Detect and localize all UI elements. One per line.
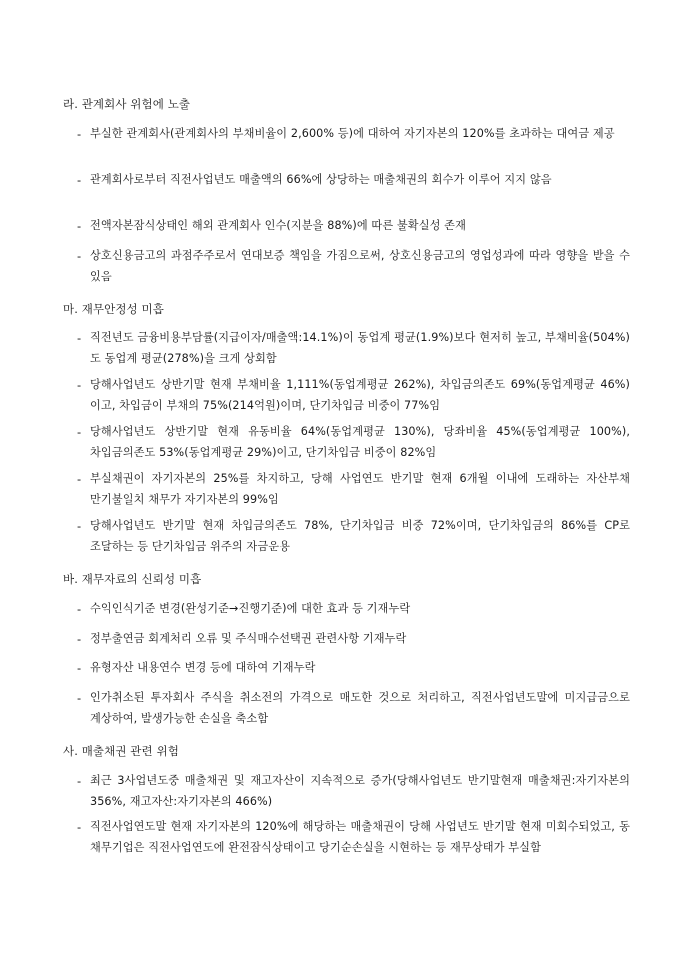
dash-bullet: - — [77, 774, 82, 788]
section-heading: 마. 재무안정성 미흡 — [63, 302, 164, 316]
list-item-text: 직전년도 금융비용부담률(지급이자/매출액:14.1%)이 동업계 평균(1.9%)보다 현저히 높고, 부채비율(504%)도 동업계 평균(278%)을 크게 상회함 — [90, 331, 630, 365]
list-item-text: 당해사업년도 반기말 현재 차입금의존도 78%, 단기차입금 비중 72%이며, 단기차입금의 86%를 CP로 조달하는 등 단기차입금 위주의 자금운용 — [90, 519, 630, 553]
dash-bullet: - — [77, 691, 82, 705]
list-item-text: 전액자본잠식상태인 해외 관계회사 인수(지분을 88%)에 따른 불확실성 존재 — [90, 219, 466, 232]
dash-bullet: - — [77, 173, 82, 187]
list-item-text: 관계회사로부터 직전사업년도 매출액의 66%에 상당하는 매출채권의 회수가 이루어 지지 않음 — [90, 173, 552, 186]
section-heading: 바. 재무자료의 신뢰성 미흡 — [63, 572, 202, 586]
dash-bullet: - — [77, 425, 82, 439]
list-item-text: 당해사업년도 상반기말 현재 부채비율 1,111%(동업계평균 262%), 차입금의존도 69%(동업계평균 46%)이고, 차입금이 부채의 75%(214억원)이며, 단기차입금 비중이 77%임 — [90, 378, 630, 412]
list-item-text: 직전사업연도말 현재 자기자본의 120%에 해당하는 매출채권이 당해 사업년도 반기말 현재 미회수되었고, 동 채무기업은 직전사업연도에 완전잠식상태이고 당기순손실을 시현하는 등 재무상태가 부실함 — [90, 820, 630, 854]
section-heading: 사. 매출채권 관련 위험 — [63, 744, 179, 758]
dash-bullet: - — [77, 127, 82, 141]
dash-bullet: - — [77, 472, 82, 486]
dash-bullet: - — [77, 519, 82, 533]
dash-bullet: - — [77, 331, 82, 345]
dash-bullet: - — [77, 632, 82, 646]
list-item-text: 유형자산 내용연수 변경 등에 대하여 기재누락 — [90, 661, 316, 674]
list-item-text: 수익인식기준 변경(완성기준→진행기준)에 대한 효과 등 기재누락 — [90, 602, 411, 615]
section-heading: 라. 관계회사 위험에 노출 — [63, 97, 191, 111]
dash-bullet: - — [77, 661, 82, 675]
list-item-text: 최근 3사업년도중 매출채권 및 재고자산이 지속적으로 증가(당해사업년도 반기말현재 매출채권:자기자본의 356%, 재고자산:자기자본의 466%) — [90, 774, 630, 808]
dash-bullet: - — [77, 602, 82, 616]
dash-bullet: - — [77, 378, 82, 392]
list-item-text: 상호신용금고의 과점주주로서 연대보증 책임을 가짐으로써, 상호신용금고의 영업성과에 따라 영향을 받을 수 있음 — [90, 249, 630, 283]
dash-bullet: - — [77, 249, 82, 263]
list-item-text: 부실한 관계회사(관계회사의 부채비율이 2,600% 등)에 대하여 자기자본의 120%를 초과하는 대여금 제공 — [90, 127, 615, 140]
dash-bullet: - — [77, 820, 82, 834]
dash-bullet: - — [77, 219, 82, 233]
list-item-text: 정부출연금 회계처리 오류 및 주식매수선택권 관련사항 기재누락 — [90, 632, 407, 645]
list-item-text: 인가취소된 투자회사 주식을 취소전의 가격으로 매도한 것으로 처리하고, 직전사업년도말에 미지급금으로 계상하여, 발생가능한 손실을 축소함 — [90, 691, 630, 725]
list-item-text: 당해사업년도 상반기말 현재 유동비율 64%(동업계평균 130%), 당좌비율 45%(동업계평균 100%), 차입금의존도 53%(동업계평균 29%)이고, 단기차입금 비중이 82%임 — [90, 425, 630, 459]
list-item-text: 부실채권이 자기자본의 25%를 차지하고, 당해 사업연도 반기말 현재 6개월 이내에 도래하는 자산부채 만기불일치 채무가 자기자본의 99%임 — [90, 472, 630, 506]
